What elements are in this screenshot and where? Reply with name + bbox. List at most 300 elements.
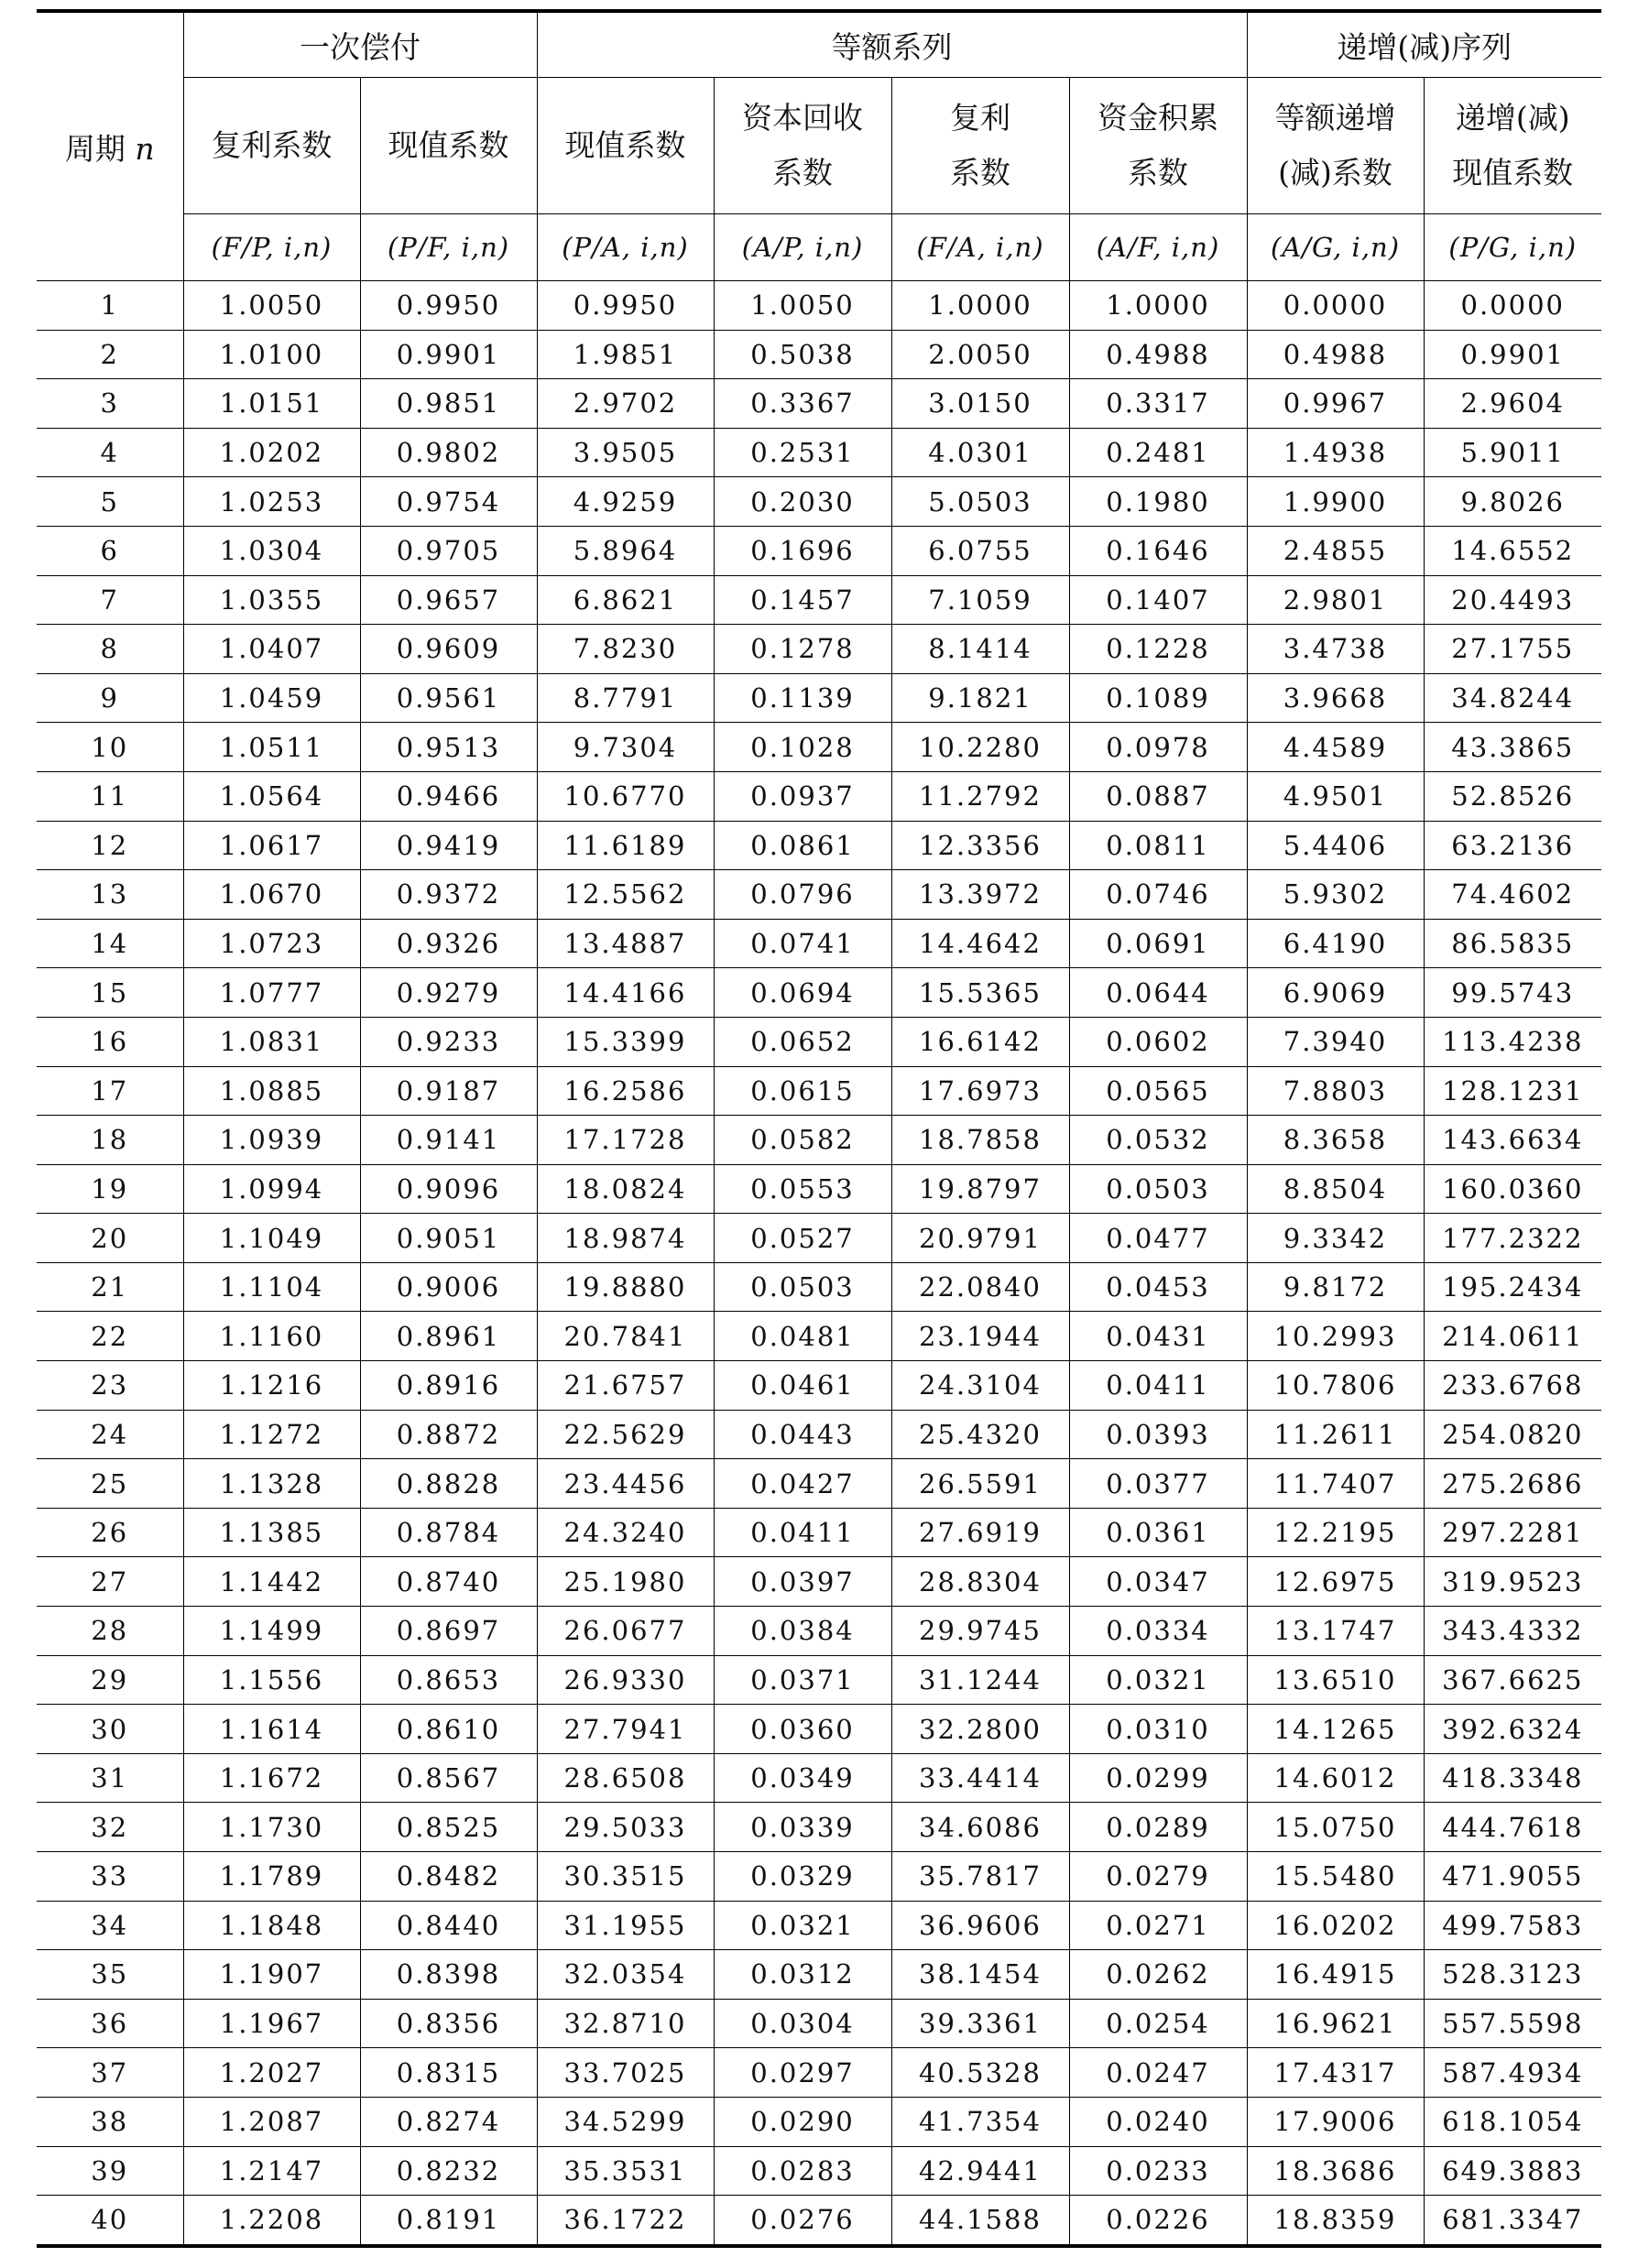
factor-value-cell: 32.8710 <box>537 1999 714 2048</box>
factor-value-cell: 4.0301 <box>891 428 1069 477</box>
factor-value-cell: 2.9604 <box>1424 379 1601 429</box>
factor-value-cell: 1.1967 <box>183 1999 360 2048</box>
factor-value-cell: 3.0150 <box>891 379 1069 429</box>
factor-value-cell: 392.6324 <box>1424 1705 1601 1754</box>
period-cell: 1 <box>37 281 183 331</box>
factor-value-cell: 1.2027 <box>183 2048 360 2098</box>
factor-value-cell: 0.0978 <box>1069 723 1247 772</box>
factor-value-cell: 0.0290 <box>714 2097 891 2146</box>
factor-value-cell: 0.1028 <box>714 723 891 772</box>
table-row <box>37 1164 1601 1214</box>
factor-value-cell: 0.0527 <box>714 1214 891 1263</box>
table-row <box>37 723 1601 772</box>
factor-value-cell: 1.1730 <box>183 1803 360 1852</box>
factor-value-cell: 9.8026 <box>1424 477 1601 527</box>
factor-value-cell: 0.0811 <box>1069 821 1247 870</box>
factor-value-cell: 5.9011 <box>1424 428 1601 477</box>
factor-value-cell: 1.1789 <box>183 1852 360 1902</box>
period-cell: 8 <box>37 625 183 674</box>
period-cell: 38 <box>37 2097 183 2146</box>
table-row <box>37 1999 1601 2048</box>
factor-name-line: 系数 <box>950 155 1010 191</box>
period-cell: 23 <box>37 1361 183 1411</box>
factor-value-cell: 0.0321 <box>714 1901 891 1950</box>
table-row <box>37 1557 1601 1607</box>
factor-value-cell: 15.3399 <box>537 1017 714 1066</box>
factor-name-line: 资金积累 <box>1097 100 1218 136</box>
factor-value-cell: 343.4332 <box>1424 1607 1601 1656</box>
factor-value-cell: 27.7941 <box>537 1705 714 1754</box>
factor-value-cell: 1.1328 <box>183 1459 360 1509</box>
factor-value-cell: 99.5743 <box>1424 968 1601 1018</box>
factor-name-header <box>1069 78 1247 214</box>
factor-value-cell: 26.0677 <box>537 1607 714 1656</box>
table-row <box>37 1312 1601 1361</box>
factor-value-cell: 0.0461 <box>714 1361 891 1411</box>
factor-formula-header: (A/P, i,n) <box>714 214 891 281</box>
group-header-single-payment: 一次偿付 <box>183 11 537 78</box>
factor-value-cell: 0.9096 <box>360 1164 537 1214</box>
factor-value-cell: 30.3515 <box>537 1852 714 1902</box>
factor-value-cell: 1.0000 <box>1069 281 1247 331</box>
factor-value-cell: 0.8315 <box>360 2048 537 2098</box>
group-header-gradient-series: 递增(减)序列 <box>1247 11 1601 78</box>
factor-value-cell: 8.8504 <box>1247 1164 1424 1214</box>
period-cell: 5 <box>37 477 183 527</box>
factor-value-cell: 681.3347 <box>1424 2196 1601 2246</box>
table-row <box>37 919 1601 968</box>
period-cell: 10 <box>37 723 183 772</box>
period-cell: 7 <box>37 575 183 625</box>
factor-formula-header: (A/F, i,n) <box>1069 214 1247 281</box>
factor-name-header <box>537 78 714 214</box>
factor-value-cell: 0.9950 <box>360 281 537 331</box>
factor-value-cell: 0.0262 <box>1069 1950 1247 2000</box>
factor-value-cell: 5.8964 <box>537 526 714 575</box>
factor-value-cell: 0.0339 <box>714 1803 891 1852</box>
table-row <box>37 379 1601 429</box>
table-row <box>37 477 1601 527</box>
factor-value-cell: 1.2208 <box>183 2196 360 2246</box>
factor-value-cell: 0.1407 <box>1069 575 1247 625</box>
factor-value-cell: 19.8880 <box>537 1262 714 1312</box>
factor-value-cell: 0.8916 <box>360 1361 537 1411</box>
table-row <box>37 2146 1601 2196</box>
table-row <box>37 2097 1601 2146</box>
factor-value-cell: 0.8872 <box>360 1410 537 1459</box>
factor-value-cell: 20.4493 <box>1424 575 1601 625</box>
factor-value-cell: 41.7354 <box>891 2097 1069 2146</box>
period-cell: 28 <box>37 1607 183 1656</box>
factor-value-cell: 1.1614 <box>183 1705 360 1754</box>
factor-value-cell: 0.0393 <box>1069 1410 1247 1459</box>
factor-value-cell: 0.9051 <box>360 1214 537 1263</box>
factor-name-line: 等额递增 <box>1274 100 1396 136</box>
factor-value-cell: 4.9259 <box>537 477 714 527</box>
interest-factor-table <box>37 9 1601 2248</box>
factor-value-cell: 24.3104 <box>891 1361 1069 1411</box>
factor-value-cell: 444.7618 <box>1424 1803 1601 1852</box>
factor-value-cell: 195.2434 <box>1424 1262 1601 1312</box>
factor-value-cell: 367.6625 <box>1424 1655 1601 1705</box>
factor-value-cell: 0.0565 <box>1069 1066 1247 1116</box>
factor-value-cell: 0.4988 <box>1069 330 1247 379</box>
factor-value-cell: 233.6768 <box>1424 1361 1601 1411</box>
factor-value-cell: 12.3356 <box>891 821 1069 870</box>
factor-formula-row <box>37 214 1601 281</box>
period-cell: 20 <box>37 1214 183 1263</box>
factor-value-cell: 2.4855 <box>1247 526 1424 575</box>
factor-value-cell: 40.5328 <box>891 2048 1069 2098</box>
factor-value-cell: 23.4456 <box>537 1459 714 1509</box>
factor-value-cell: 28.6508 <box>537 1753 714 1803</box>
table-row <box>37 673 1601 723</box>
factor-value-cell: 1.0151 <box>183 379 360 429</box>
factor-value-cell: 28.8304 <box>891 1557 1069 1607</box>
factor-value-cell: 0.0347 <box>1069 1557 1247 1607</box>
factor-value-cell: 160.0360 <box>1424 1164 1601 1214</box>
factor-value-cell: 1.1442 <box>183 1557 360 1607</box>
factor-name-line: 复利系数 <box>211 127 333 163</box>
period-cell: 25 <box>37 1459 183 1509</box>
factor-value-cell: 1.2147 <box>183 2146 360 2196</box>
factor-value-cell: 0.1278 <box>714 625 891 674</box>
table-row <box>37 625 1601 674</box>
factor-value-cell: 0.1457 <box>714 575 891 625</box>
factor-value-cell: 34.6086 <box>891 1803 1069 1852</box>
factor-value-cell: 0.1696 <box>714 526 891 575</box>
factor-formula-header: (F/P, i,n) <box>183 214 360 281</box>
factor-value-cell: 0.0360 <box>714 1705 891 1754</box>
factor-value-cell: 1.0000 <box>891 281 1069 331</box>
factor-value-cell: 1.9851 <box>537 330 714 379</box>
factor-value-cell: 7.8230 <box>537 625 714 674</box>
factor-value-cell: 1.0253 <box>183 477 360 527</box>
period-cell: 16 <box>37 1017 183 1066</box>
period-cell: 35 <box>37 1950 183 2000</box>
table-row <box>37 428 1601 477</box>
factor-value-cell: 0.8482 <box>360 1852 537 1902</box>
factor-value-cell: 25.1980 <box>537 1557 714 1607</box>
period-cell: 31 <box>37 1753 183 1803</box>
table-row <box>37 330 1601 379</box>
factor-value-cell: 16.9621 <box>1247 1999 1424 2048</box>
factor-formula-header: (A/G, i,n) <box>1247 214 1424 281</box>
factor-value-cell: 31.1955 <box>537 1901 714 1950</box>
factor-value-cell: 0.4988 <box>1247 330 1424 379</box>
factor-value-cell: 10.7806 <box>1247 1361 1424 1411</box>
factor-value-cell: 0.0271 <box>1069 1901 1247 1950</box>
factor-value-cell: 1.0511 <box>183 723 360 772</box>
factor-value-cell: 29.9745 <box>891 1607 1069 1656</box>
factor-value-cell: 4.9501 <box>1247 771 1424 821</box>
factor-value-cell: 0.0310 <box>1069 1705 1247 1754</box>
factor-value-cell: 128.1231 <box>1424 1066 1601 1116</box>
factor-value-cell: 13.1747 <box>1247 1607 1424 1656</box>
factor-value-cell: 0.8232 <box>360 2146 537 2196</box>
factor-value-cell: 1.4938 <box>1247 428 1424 477</box>
factor-value-cell: 24.3240 <box>537 1508 714 1557</box>
factor-value-cell: 27.6919 <box>891 1508 1069 1557</box>
factor-value-cell: 0.5038 <box>714 330 891 379</box>
factor-name-header <box>1424 78 1601 214</box>
factor-value-cell: 618.1054 <box>1424 2097 1601 2146</box>
factor-value-cell: 0.0481 <box>714 1312 891 1361</box>
factor-value-cell: 0.0644 <box>1069 968 1247 1018</box>
factor-value-cell: 0.0254 <box>1069 1999 1247 2048</box>
factor-value-cell: 1.1104 <box>183 1262 360 1312</box>
table-row <box>37 1066 1601 1116</box>
factor-value-cell: 74.4602 <box>1424 870 1601 920</box>
factor-value-cell: 0.0443 <box>714 1410 891 1459</box>
factor-value-cell: 0.0329 <box>714 1852 891 1902</box>
period-cell: 40 <box>37 2196 183 2246</box>
period-cell: 33 <box>37 1852 183 1902</box>
period-cell: 34 <box>37 1901 183 1950</box>
group-header-row <box>37 11 1601 78</box>
factor-value-cell: 0.0652 <box>714 1017 891 1066</box>
factor-value-cell: 5.9302 <box>1247 870 1424 920</box>
factor-value-cell: 0.8784 <box>360 1508 537 1557</box>
factor-value-cell: 34.5299 <box>537 2097 714 2146</box>
factor-value-cell: 2.9801 <box>1247 575 1424 625</box>
factor-value-cell: 34.8244 <box>1424 673 1601 723</box>
factor-value-cell: 0.0000 <box>1247 281 1424 331</box>
factor-value-cell: 9.3342 <box>1247 1214 1424 1263</box>
period-cell: 26 <box>37 1508 183 1557</box>
factor-value-cell: 0.1139 <box>714 673 891 723</box>
table-row <box>37 2196 1601 2246</box>
factor-value-cell: 0.1646 <box>1069 526 1247 575</box>
factor-value-cell: 0.2531 <box>714 428 891 477</box>
factor-value-cell: 3.4738 <box>1247 625 1424 674</box>
table-row <box>37 1655 1601 1705</box>
factor-value-cell: 16.0202 <box>1247 1901 1424 1950</box>
table-row <box>37 1214 1601 1263</box>
factor-value-cell: 26.9330 <box>537 1655 714 1705</box>
factor-value-cell: 18.8359 <box>1247 2196 1424 2246</box>
factor-value-cell: 0.9279 <box>360 968 537 1018</box>
factor-value-cell: 29.5033 <box>537 1803 714 1852</box>
factor-name-line: 系数 <box>772 155 833 191</box>
factor-value-cell: 0.0397 <box>714 1557 891 1607</box>
factor-value-cell: 22.5629 <box>537 1410 714 1459</box>
factor-value-cell: 5.0503 <box>891 477 1069 527</box>
factor-value-cell: 214.0611 <box>1424 1312 1601 1361</box>
factor-value-cell: 11.6189 <box>537 821 714 870</box>
factor-value-cell: 275.2686 <box>1424 1459 1601 1509</box>
factor-value-cell: 10.6770 <box>537 771 714 821</box>
factor-value-cell: 0.3317 <box>1069 379 1247 429</box>
table-row <box>37 1262 1601 1312</box>
factor-value-cell: 0.1089 <box>1069 673 1247 723</box>
period-cell: 9 <box>37 673 183 723</box>
period-cell: 36 <box>37 1999 183 2048</box>
factor-value-cell: 0.0427 <box>714 1459 891 1509</box>
factor-value-cell: 35.3531 <box>537 2146 714 2196</box>
factor-value-cell: 0.0411 <box>714 1508 891 1557</box>
factor-value-cell: 0.9950 <box>537 281 714 331</box>
factor-value-cell: 0.0477 <box>1069 1214 1247 1263</box>
factor-value-cell: 8.3658 <box>1247 1116 1424 1165</box>
factor-value-cell: 0.0297 <box>714 2048 891 2098</box>
table-row <box>37 1950 1601 2000</box>
factor-value-cell: 0.0377 <box>1069 1459 1247 1509</box>
factor-value-cell: 0.0233 <box>1069 2146 1247 2196</box>
factor-name-header <box>183 78 360 214</box>
factor-value-cell: 14.4166 <box>537 968 714 1018</box>
factor-value-cell: 297.2281 <box>1424 1508 1601 1557</box>
table-row <box>37 1410 1601 1459</box>
factor-value-cell: 17.6973 <box>891 1066 1069 1116</box>
factor-value-cell: 36.9606 <box>891 1901 1069 1950</box>
factor-value-cell: 6.4190 <box>1247 919 1424 968</box>
factor-value-cell: 0.0602 <box>1069 1017 1247 1066</box>
factor-value-cell: 0.0279 <box>1069 1852 1247 1902</box>
factor-value-cell: 31.1244 <box>891 1655 1069 1705</box>
table-row <box>37 526 1601 575</box>
factor-name-header <box>1247 78 1424 214</box>
factor-value-cell: 18.7858 <box>891 1116 1069 1165</box>
period-cell: 22 <box>37 1312 183 1361</box>
period-cell: 27 <box>37 1557 183 1607</box>
factor-value-cell: 0.0299 <box>1069 1753 1247 1803</box>
factor-value-cell: 0.8740 <box>360 1557 537 1607</box>
factor-value-cell: 17.9006 <box>1247 2097 1424 2146</box>
factor-value-cell: 0.0226 <box>1069 2196 1247 2246</box>
table-row <box>37 1705 1601 1754</box>
factor-value-cell: 32.2800 <box>891 1705 1069 1754</box>
factor-value-cell: 1.0355 <box>183 575 360 625</box>
factor-value-cell: 0.9187 <box>360 1066 537 1116</box>
factor-value-cell: 15.5480 <box>1247 1852 1424 1902</box>
factor-value-cell: 1.1049 <box>183 1214 360 1263</box>
factor-value-cell: 20.7841 <box>537 1312 714 1361</box>
factor-value-cell: 9.8172 <box>1247 1262 1424 1312</box>
factor-value-cell: 16.4915 <box>1247 1950 1424 2000</box>
factor-value-cell: 1.1499 <box>183 1607 360 1656</box>
period-cell: 4 <box>37 428 183 477</box>
factor-value-cell: 1.2087 <box>183 2097 360 2146</box>
factor-value-cell: 0.0304 <box>714 1999 891 2048</box>
factor-value-cell: 0.0503 <box>714 1262 891 1312</box>
factor-value-cell: 0.8398 <box>360 1950 537 2000</box>
table-row <box>37 1607 1601 1656</box>
factor-table-body <box>37 281 1601 2246</box>
period-cell: 17 <box>37 1066 183 1116</box>
factor-value-cell: 3.9505 <box>537 428 714 477</box>
factor-value-cell: 4.4589 <box>1247 723 1424 772</box>
factor-value-cell: 63.2136 <box>1424 821 1601 870</box>
factor-value-cell: 18.9874 <box>537 1214 714 1263</box>
factor-value-cell: 21.6757 <box>537 1361 714 1411</box>
factor-value-cell: 0.9233 <box>360 1017 537 1066</box>
factor-value-cell: 11.2611 <box>1247 1410 1424 1459</box>
factor-value-cell: 499.7583 <box>1424 1901 1601 1950</box>
factor-value-cell: 319.9523 <box>1424 1557 1601 1607</box>
factor-value-cell: 0.0283 <box>714 2146 891 2196</box>
factor-value-cell: 1.0202 <box>183 428 360 477</box>
factor-value-cell: 11.7407 <box>1247 1459 1424 1509</box>
factor-value-cell: 0.0796 <box>714 870 891 920</box>
factor-value-cell: 1.0050 <box>183 281 360 331</box>
factor-value-cell: 471.9055 <box>1424 1852 1601 1902</box>
table-row <box>37 1753 1601 1803</box>
factor-value-cell: 33.4414 <box>891 1753 1069 1803</box>
factor-value-cell: 14.6552 <box>1424 526 1601 575</box>
factor-value-cell: 0.0289 <box>1069 1803 1247 1852</box>
factor-value-cell: 1.0670 <box>183 870 360 920</box>
factor-value-cell: 13.4887 <box>537 919 714 968</box>
factor-value-cell: 0.8191 <box>360 2196 537 2246</box>
factor-value-cell: 1.0885 <box>183 1066 360 1116</box>
factor-value-cell: 0.0000 <box>1424 281 1601 331</box>
factor-value-cell: 0.9372 <box>360 870 537 920</box>
factor-value-cell: 15.0750 <box>1247 1803 1424 1852</box>
factor-value-cell: 0.9419 <box>360 821 537 870</box>
factor-value-cell: 0.9609 <box>360 625 537 674</box>
factor-value-cell: 0.0411 <box>1069 1361 1247 1411</box>
factor-value-cell: 0.0276 <box>714 2196 891 2246</box>
period-cell: 30 <box>37 1705 183 1754</box>
factor-value-cell: 0.0861 <box>714 821 891 870</box>
factor-value-cell: 1.1556 <box>183 1655 360 1705</box>
factor-name-header <box>714 78 891 214</box>
factor-value-cell: 0.0615 <box>714 1066 891 1116</box>
factor-value-cell: 1.0100 <box>183 330 360 379</box>
factor-value-cell: 1.0617 <box>183 821 360 870</box>
factor-value-cell: 1.9900 <box>1247 477 1424 527</box>
factor-value-cell: 5.4406 <box>1247 821 1424 870</box>
factor-value-cell: 0.0694 <box>714 968 891 1018</box>
factor-value-cell: 12.6975 <box>1247 1557 1424 1607</box>
factor-value-cell: 44.1588 <box>891 2196 1069 2246</box>
factor-value-cell: 0.9754 <box>360 477 537 527</box>
factor-value-cell: 0.8525 <box>360 1803 537 1852</box>
factor-value-cell: 16.6142 <box>891 1017 1069 1066</box>
factor-value-cell: 0.3367 <box>714 379 891 429</box>
period-column-header: 周期 n <box>37 11 183 281</box>
factor-name-line: 复利 <box>950 100 1010 136</box>
period-cell: 24 <box>37 1410 183 1459</box>
factor-value-cell: 0.0503 <box>1069 1164 1247 1214</box>
table-row <box>37 968 1601 1018</box>
factor-value-cell: 649.3883 <box>1424 2146 1601 2196</box>
factor-value-cell: 0.1980 <box>1069 477 1247 527</box>
factor-value-cell: 0.0691 <box>1069 919 1247 968</box>
factor-value-cell: 0.8697 <box>360 1607 537 1656</box>
factor-value-cell: 1.1907 <box>183 1950 360 2000</box>
factor-value-cell: 14.1265 <box>1247 1705 1424 1754</box>
period-cell: 14 <box>37 919 183 968</box>
factor-value-cell: 14.4642 <box>891 919 1069 968</box>
factor-value-cell: 13.3972 <box>891 870 1069 920</box>
factor-value-cell: 0.0582 <box>714 1116 891 1165</box>
factor-value-cell: 1.0723 <box>183 919 360 968</box>
factor-value-cell: 0.8567 <box>360 1753 537 1803</box>
factor-value-cell: 1.0831 <box>183 1017 360 1066</box>
factor-value-cell: 1.0939 <box>183 1116 360 1165</box>
factor-value-cell: 11.2792 <box>891 771 1069 821</box>
factor-value-cell: 36.1722 <box>537 2196 714 2246</box>
table-row <box>37 1116 1601 1165</box>
factor-value-cell: 12.2195 <box>1247 1508 1424 1557</box>
period-cell: 2 <box>37 330 183 379</box>
factor-formula-header: (P/G, i,n) <box>1424 214 1601 281</box>
factor-name-header <box>891 78 1069 214</box>
factor-value-cell: 1.0564 <box>183 771 360 821</box>
factor-value-cell: 0.0453 <box>1069 1262 1247 1312</box>
